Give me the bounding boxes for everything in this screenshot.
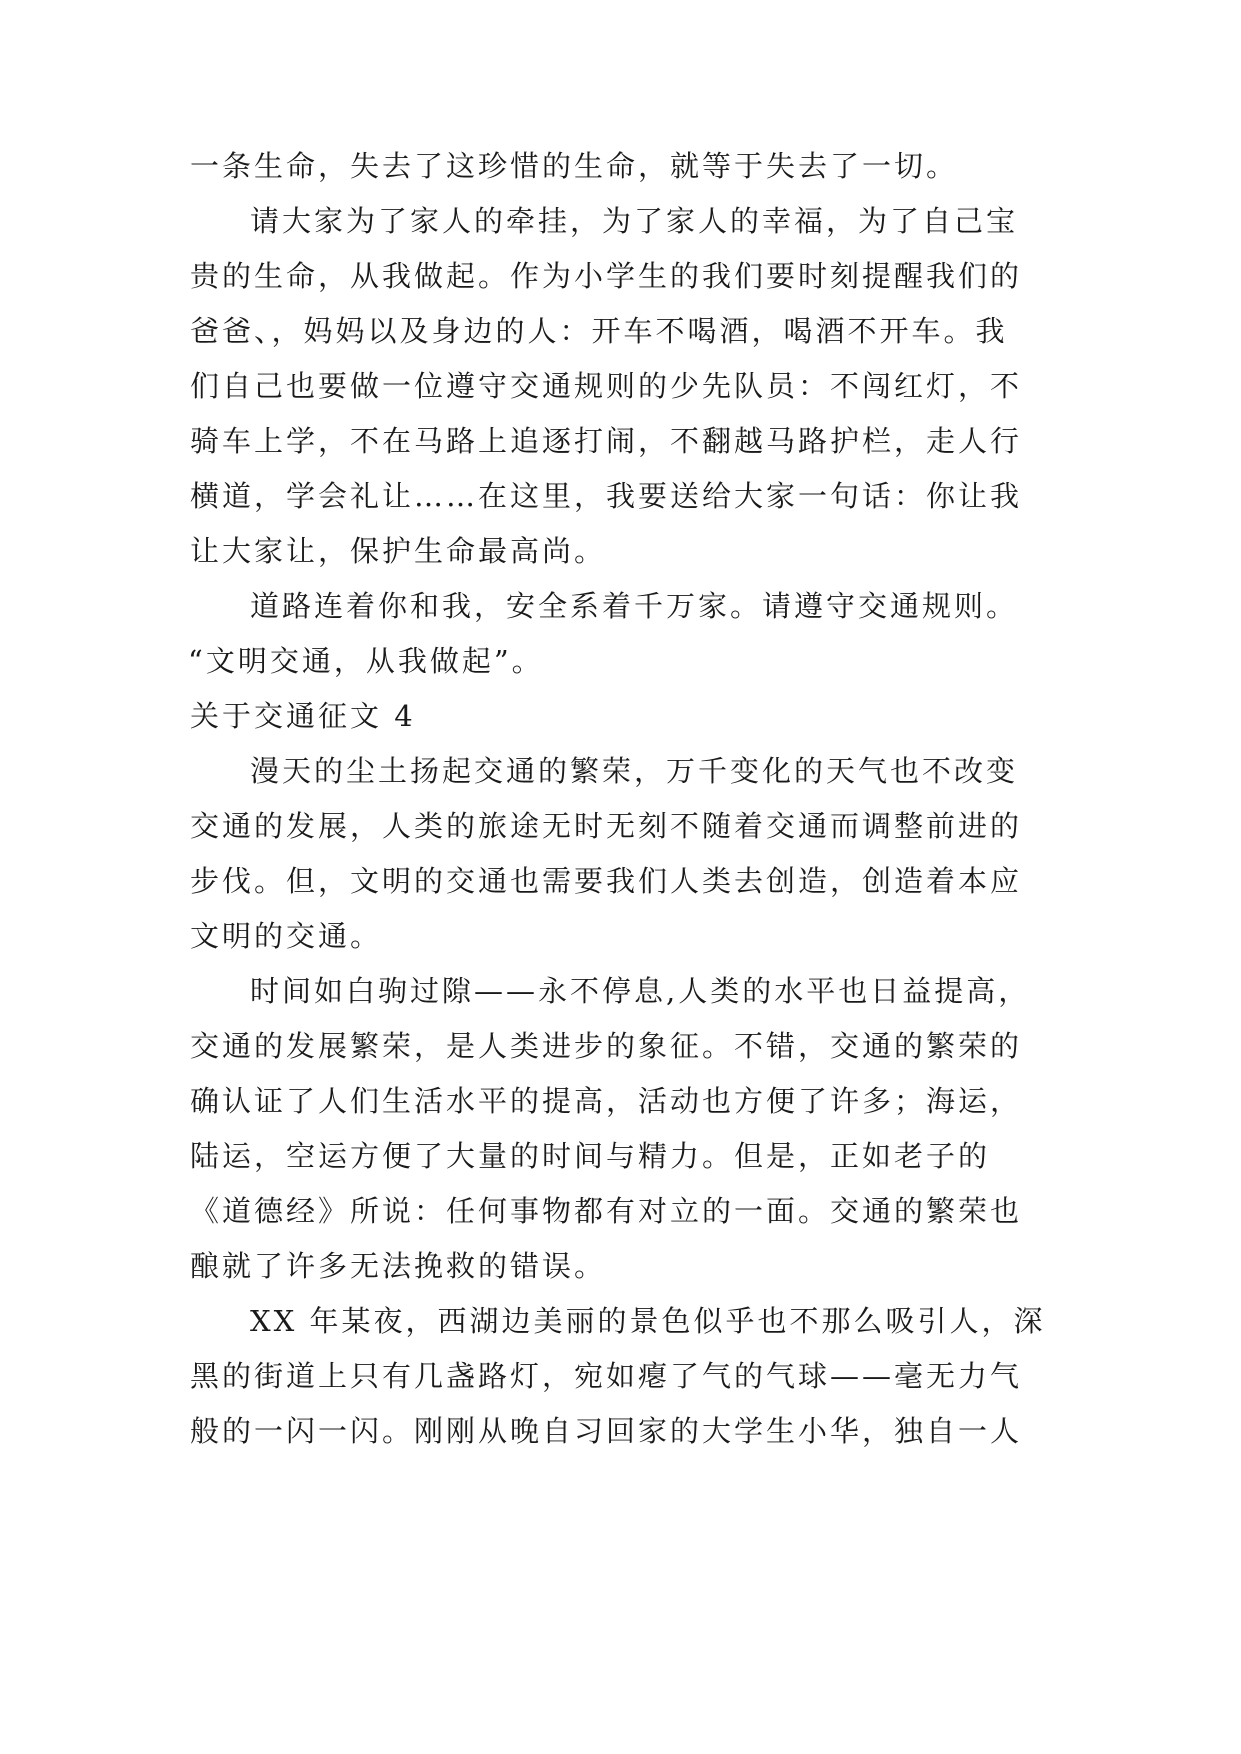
section-heading: 关于交通征文 4: [190, 699, 416, 733]
text-line: 贵的生命，从我做起。作为小学生的我们要时刻提醒我们的: [190, 259, 1023, 293]
text-line: 酿就了许多无法挽救的错误。: [190, 1249, 607, 1283]
text-line: 爸爸、，妈妈以及身边的人：开车不喝酒，喝酒不开车。我: [190, 314, 1008, 348]
text-line: 陆运，空运方便了大量的时间与精力。但是，正如老子的: [190, 1139, 991, 1173]
text-line: 们自己也要做一位遵守交通规则的少先队员：不闯红灯，不: [190, 369, 1023, 403]
text-line: 道路连着你和我，安全系着千万家。请遵守交通规则。: [250, 589, 1019, 623]
text-line: 时间如白驹过隙——永不停息,人类的水平也日益提高，: [250, 974, 1031, 1008]
text-line: “文明交通，从我做起”。: [188, 644, 544, 678]
text-line: 交通的发展，人类的旅途无时无刻不随着交通而调整前进的: [190, 809, 1023, 843]
text-line: 确认证了人们生活水平的提高，活动也方便了许多；海运，: [190, 1084, 1023, 1118]
text-line: 《道德经》所说：任何事物都有对立的一面。交通的繁荣也: [190, 1194, 1023, 1228]
text-line: 一条生命，失去了这珍惜的生命，就等于失去了一切。: [190, 149, 959, 183]
text-line: XX 年某夜，西湖边美丽的景色似乎也不那么吸引人，深: [250, 1304, 1046, 1338]
text-line: 请大家为了家人的牵挂，为了家人的幸福，为了自己宝: [250, 204, 1019, 238]
text-line: 横道，学会礼让……在这里，我要送给大家一句话：你让我: [190, 479, 1023, 513]
text-line: 步伐。但，文明的交通也需要我们人类去创造，创造着本应: [190, 864, 1023, 898]
text-line: 漫天的尘土扬起交通的繁荣，万千变化的天气也不改变: [250, 754, 1019, 788]
text-line: 黑的街道上只有几盏路灯，宛如瘪了气的气球——毫无力气: [190, 1359, 1023, 1393]
text-line: 骑车上学，不在马路上追逐打闹，不翻越马路护栏，走人行: [190, 424, 1023, 458]
text-line: 文明的交通。: [190, 919, 383, 953]
text-line: 让大家让，保护生命最高尚。: [190, 534, 607, 568]
text-line: 般的一闪一闪。刚刚从晚自习回家的大学生小华，独自一人: [190, 1414, 1023, 1448]
text-line: 交通的发展繁荣，是人类进步的象征。不错，交通的繁荣的: [190, 1029, 1023, 1063]
